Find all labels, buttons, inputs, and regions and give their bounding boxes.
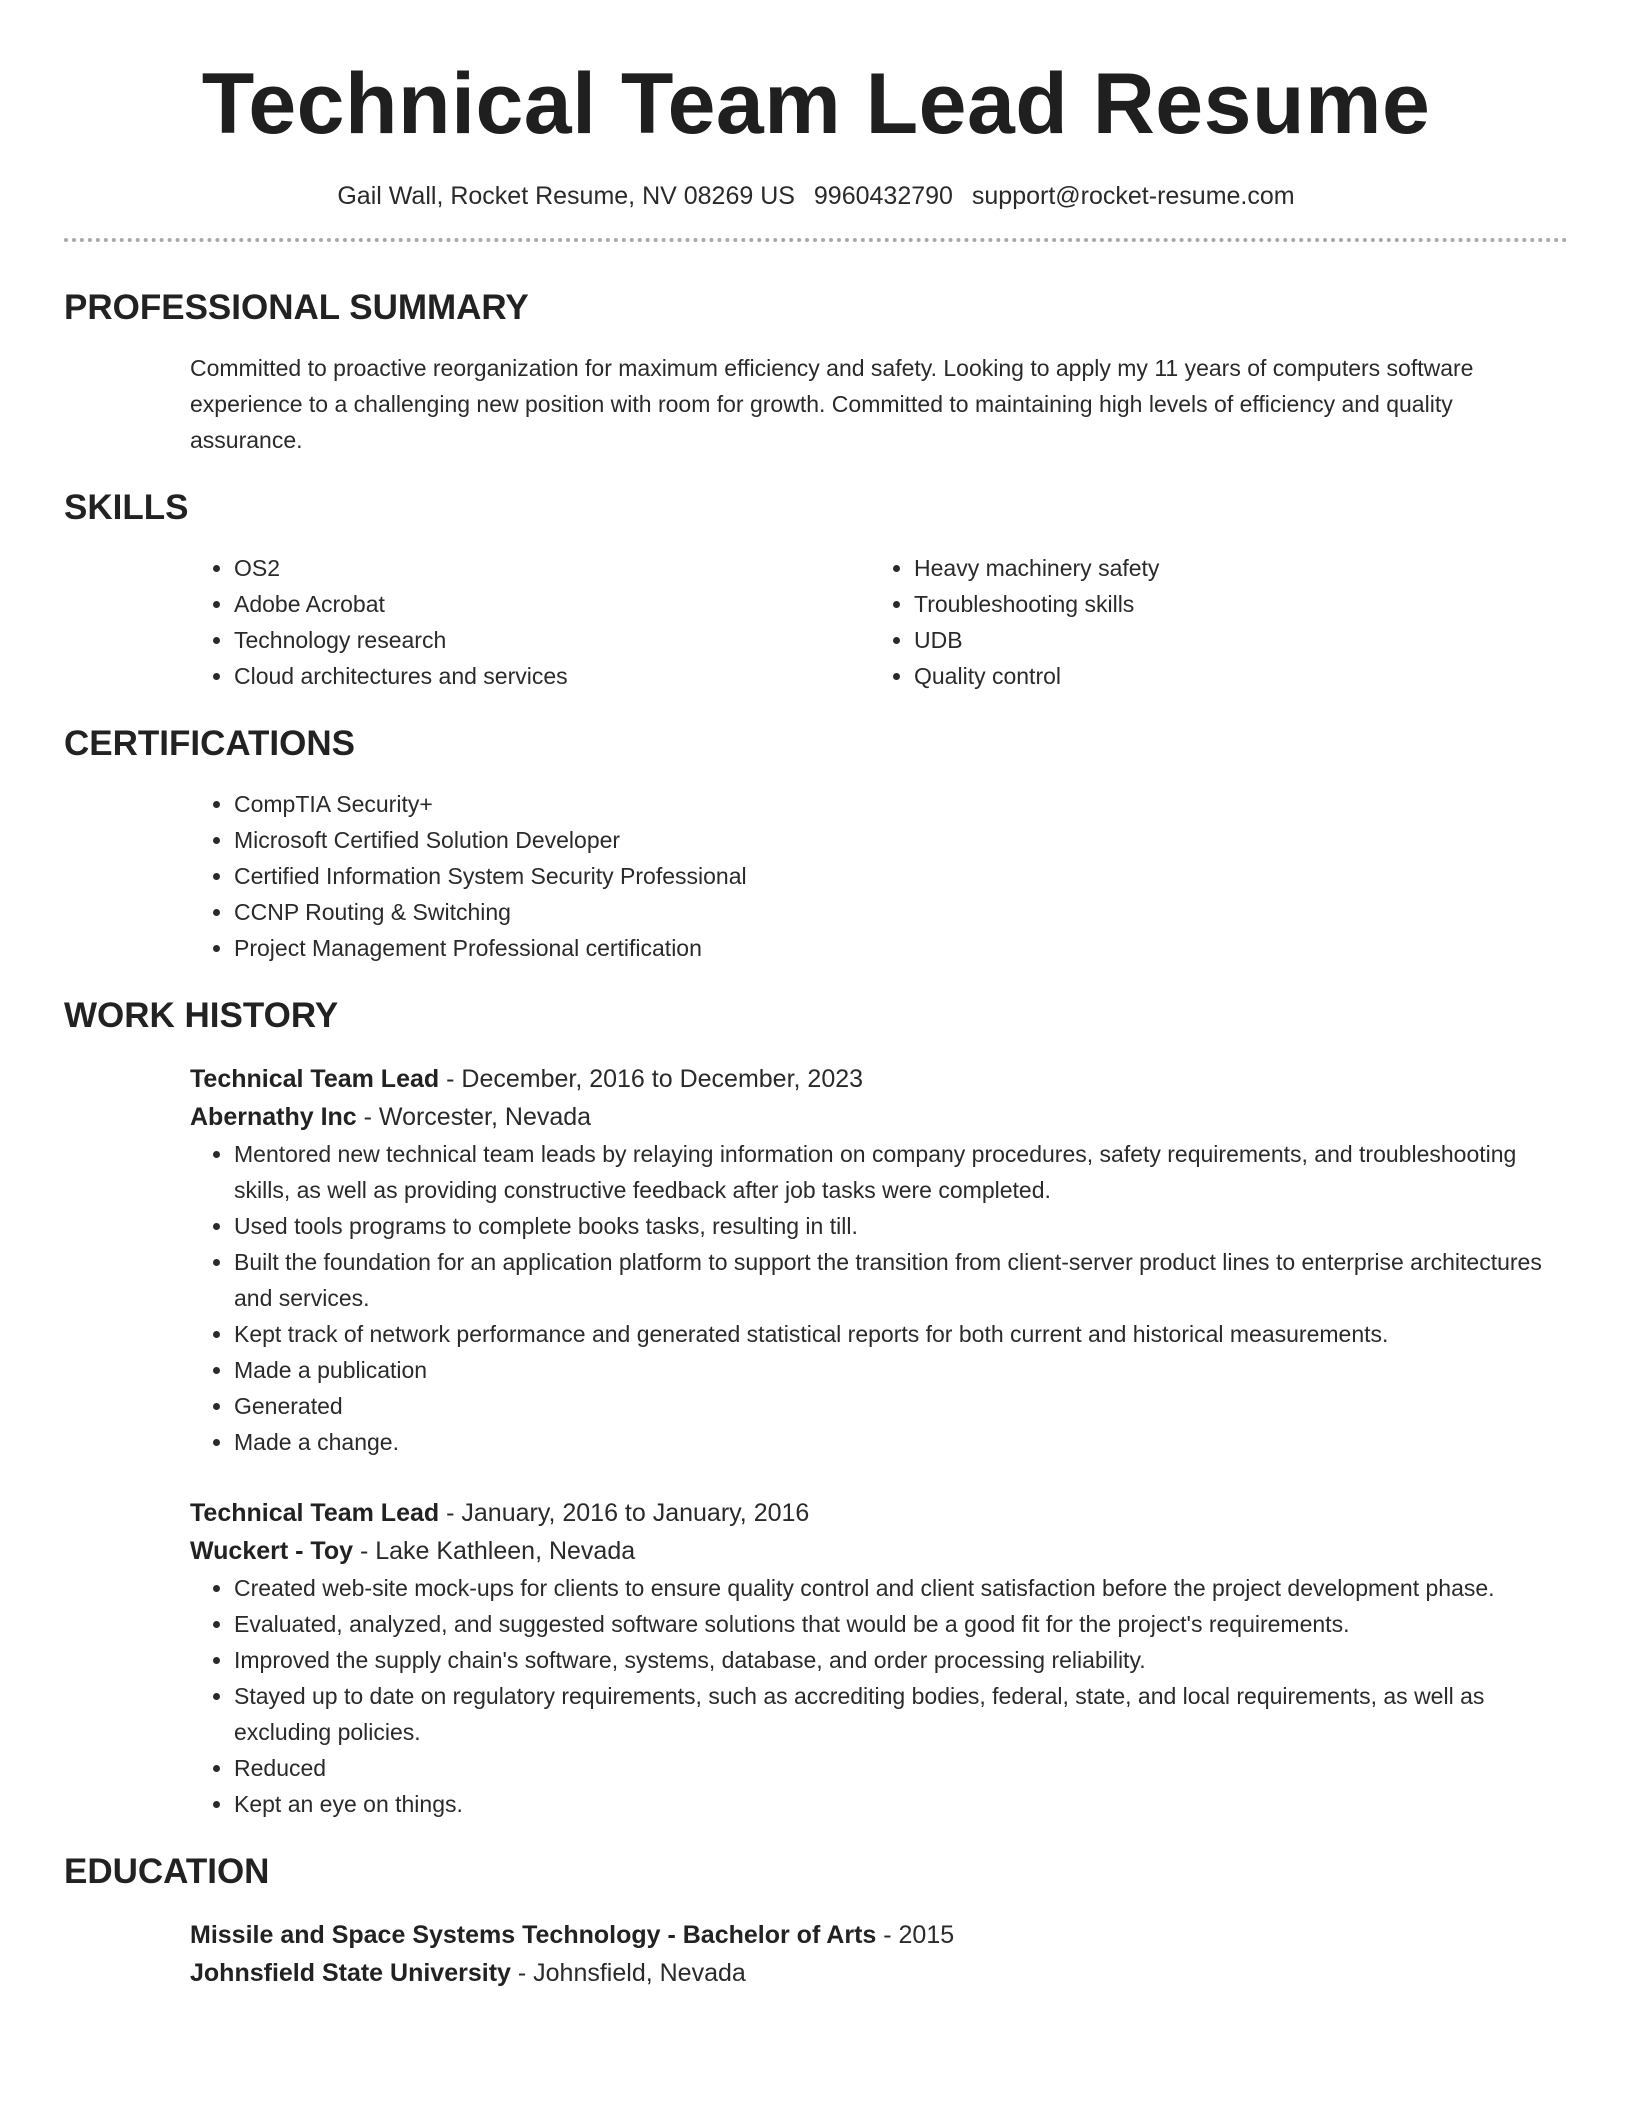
skill-item: • Adobe Acrobat bbox=[234, 586, 870, 622]
job-company-line bbox=[190, 1098, 1568, 1136]
job-bullet: • Stayed up to date on regulatory requirements, such as accrediting bodies, federal, state, and local requirements, as well as excluding policies. bbox=[234, 1678, 1568, 1750]
job-bullet: • Built the foundation for an application platform to support the transition from client-server product lines to enterprise architectures and services. bbox=[234, 1244, 1568, 1316]
certification-item: • Certified Information System Security Professional bbox=[234, 858, 1568, 894]
skill-item: • Heavy machinery safety bbox=[914, 550, 1550, 586]
job-dates: - December, 2016 to December, 2023 bbox=[439, 1065, 864, 1093]
skill-item: • OS2 bbox=[234, 550, 870, 586]
certification-item: • CCNP Routing & Switching bbox=[234, 894, 1568, 930]
skill-item: • Quality control bbox=[914, 658, 1550, 694]
skills-heading: SKILLS bbox=[64, 488, 189, 527]
job-title: Technical Team Lead bbox=[190, 1065, 440, 1093]
work-history-heading: WORK HISTORY bbox=[64, 996, 339, 1035]
skills-grid bbox=[190, 550, 1568, 694]
certifications-list bbox=[190, 786, 1568, 966]
job-bullet: • Created web-site mock-ups for clients to ensure quality control and client satisfaction before the project development phase. bbox=[234, 1570, 1568, 1606]
skill-item: • UDB bbox=[914, 622, 1550, 658]
job-bullet: • Mentored new technical team leads by relaying information on company procedures, safety requirements, and troubleshooting skills, as well as providing constructive feedback after job tasks were completed. bbox=[234, 1136, 1568, 1208]
job-bullet: • Made a publication bbox=[234, 1352, 1568, 1388]
skill-item: • Cloud architectures and services bbox=[234, 658, 870, 694]
job-bullets bbox=[190, 1136, 1568, 1460]
job-company: Wuckert - Toy bbox=[190, 1537, 353, 1565]
contact-email: support@rocket-resume.com bbox=[971, 182, 1295, 210]
education-heading: EDUCATION bbox=[64, 1852, 270, 1891]
job-dates: - January, 2016 to January, 2016 bbox=[439, 1499, 810, 1527]
job-bullet: • Evaluated, analyzed, and suggested software solutions that would be a good fit for the project's requirements. bbox=[234, 1606, 1568, 1642]
contact-line bbox=[64, 180, 1568, 212]
education-school: Johnsfield State University bbox=[190, 1959, 511, 1987]
job-company: Abernathy Inc bbox=[190, 1103, 357, 1131]
job-title: Technical Team Lead bbox=[190, 1499, 440, 1527]
education-year: - 2015 bbox=[876, 1921, 955, 1949]
job-bullet: • Kept an eye on things. bbox=[234, 1786, 1568, 1822]
education-location: - Johnsfield, Nevada bbox=[510, 1959, 746, 1987]
job-company-line bbox=[190, 1532, 1568, 1570]
job-title-line bbox=[190, 1060, 1568, 1098]
job-entry bbox=[190, 1060, 1568, 1460]
job-bullet: • Kept track of network performance and generated statistical reports for both current and historical measurements. bbox=[234, 1316, 1568, 1352]
job-location: - Lake Kathleen, Nevada bbox=[353, 1537, 636, 1565]
education-entry bbox=[190, 1916, 1568, 1992]
resume-title: Technical Team Lead Resume bbox=[201, 56, 1431, 152]
summary-text: Committed to proactive reorganization for maximum efficiency and safety. Looking to apply my 11 years of computers software experience to a challenging new position with room for growth. Committed to maintaining high levels of efficiency and quality assurance. bbox=[190, 355, 1474, 453]
skill-item: • Troubleshooting skills bbox=[914, 586, 1550, 622]
job-bullets bbox=[190, 1570, 1568, 1822]
summary-heading: PROFESSIONAL SUMMARY bbox=[64, 288, 529, 327]
education-degree-line bbox=[190, 1916, 1568, 1954]
job-title-line bbox=[190, 1494, 1568, 1532]
job-entry bbox=[190, 1494, 1568, 1822]
job-bullet: • Reduced bbox=[234, 1750, 1568, 1786]
certification-item: • CompTIA Security+ bbox=[234, 786, 1568, 822]
certifications-heading: CERTIFICATIONS bbox=[64, 724, 356, 763]
job-location: - Worcester, Nevada bbox=[356, 1103, 592, 1131]
contact-phone: 9960432790 bbox=[813, 182, 953, 210]
contact-address: Gail Wall, Rocket Resume, NV 08269 US bbox=[337, 182, 795, 210]
job-bullet: • Generated bbox=[234, 1388, 1568, 1424]
skill-item: • Technology research bbox=[234, 622, 870, 658]
education-degree: Missile and Space Systems Technology - Bachelor of Arts bbox=[190, 1921, 877, 1949]
header-divider bbox=[64, 238, 1568, 242]
skills-column-left bbox=[190, 550, 870, 694]
job-bullet: • Made a change. bbox=[234, 1424, 1568, 1460]
job-bullet: • Improved the supply chain's software, systems, database, and order processing reliability. bbox=[234, 1642, 1568, 1678]
education-school-line bbox=[190, 1954, 1568, 1992]
certification-item: • Project Management Professional certification bbox=[234, 930, 1568, 966]
certification-item: • Microsoft Certified Solution Developer bbox=[234, 822, 1568, 858]
skills-column-right bbox=[870, 550, 1550, 694]
job-bullet: • Used tools programs to complete books tasks, resulting in till. bbox=[234, 1208, 1568, 1244]
